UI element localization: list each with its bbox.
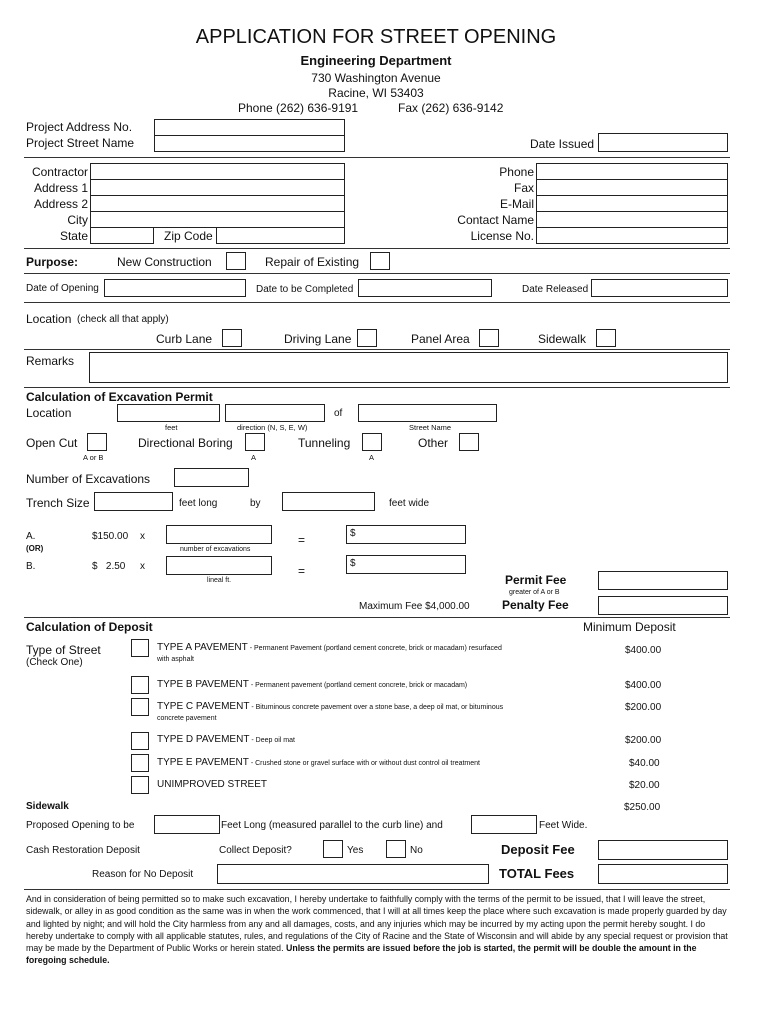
type-b-amount: $400.00 — [625, 680, 662, 691]
max-fee-label: Maximum Fee $4,000.00 — [359, 601, 470, 612]
date-issued-label: Date Issued — [530, 137, 595, 151]
street-name-caption: Street Name — [409, 423, 452, 432]
divider — [24, 617, 730, 618]
type-a-description-2: with asphalt — [157, 656, 194, 663]
email-input[interactable] — [536, 195, 728, 212]
phone-input[interactable] — [536, 163, 728, 180]
department-fax: Fax (262) 636-9142 — [398, 101, 504, 115]
project-address-no-label: Project Address No. — [26, 120, 133, 134]
row-b-amount: $ 2.50 — [92, 561, 126, 572]
curb-lane-checkbox[interactable] — [222, 329, 242, 347]
feet-long-label: feet long — [179, 498, 218, 509]
collect-no-label: No — [410, 845, 423, 856]
type-d-name: TYPE D PAVEMENT — [157, 734, 250, 745]
divider — [24, 889, 730, 890]
type-of-street-label: Type of Street — [26, 643, 101, 657]
cash-restoration-label: Cash Restoration Deposit — [26, 845, 140, 856]
row-a-amount: $150.00 — [92, 531, 129, 542]
repair-existing-checkbox[interactable] — [370, 252, 390, 270]
phone-label: Phone — [499, 165, 534, 179]
type-c-item — [157, 701, 503, 712]
by-label: by — [250, 498, 261, 509]
footer-text: And in consideration of being permitted so to make such excavation, I hereby undertake to faithfully comply with the terms of the permit to be issued, that I will leave the street, sidewalk, or alley in as good condition as the same was in when the work commenced, that I will at all times keep the place where such excavation is made properly guarded by day and lighted by night; and will hold the City harmless from any and all damages, costs, and any injuries which may be incurred by my acting upon the permit hereby sought. I do hereby undertake to comply with all applicable statutes, rules, and regulations of the City of Racine and the State of Wisconsin and will abide by any special request or provision that may be made by the Department of Public Works or herein stated. — [26, 894, 728, 954]
row-b-total-input[interactable] — [346, 555, 466, 574]
department-name: Engineering Department — [300, 53, 452, 68]
row-a-dollar: $ — [350, 528, 356, 539]
feet-wide-label: feet wide — [389, 498, 430, 509]
trench-length-input[interactable] — [94, 492, 173, 511]
other-label: Other — [418, 436, 449, 450]
city-input[interactable] — [90, 211, 345, 228]
type-c-description: - Bituminous concrete pavement over a stone base, a deep oil mat, or bituminous — [249, 704, 504, 711]
total-fees-input[interactable] — [598, 864, 728, 884]
row-a-total-input[interactable] — [346, 525, 466, 544]
penalty-fee-label: Penalty Fee — [502, 598, 569, 612]
other-checkbox[interactable] — [459, 433, 479, 451]
date-issued-input[interactable] — [598, 133, 728, 152]
location-direction-input[interactable] — [225, 404, 325, 422]
lineal-caption: lineal ft. — [207, 577, 232, 584]
fax-label: Fax — [513, 181, 534, 195]
type-a-amount: $400.00 — [625, 645, 662, 656]
remarks-input[interactable] — [89, 352, 728, 383]
type-b-checkbox[interactable] — [131, 676, 149, 694]
unimproved-amount: $20.00 — [629, 780, 660, 791]
row-b-times: x — [140, 561, 145, 572]
type-b-description: - Permanent pavement (portland cement concrete, brick or macadam) — [248, 682, 468, 689]
row-a-label: A. — [26, 531, 36, 542]
excavation-location-label: Location — [26, 406, 72, 420]
contact-name-label: Contact Name — [457, 213, 534, 227]
minimum-deposit-label: Minimum Deposit — [583, 620, 676, 634]
type-e-description: - Crushed stone or gravel surface with or without dust control oil treatment — [248, 760, 480, 767]
divider — [24, 157, 730, 158]
trench-width-input[interactable] — [282, 492, 375, 511]
type-a-description: - Permanent Pavement (portland cement concrete, brick or macadam) resurfaced — [247, 645, 502, 652]
project-address-no-input[interactable] — [154, 119, 345, 136]
total-fees-label: TOTAL Fees — [499, 866, 575, 881]
license-no-input[interactable] — [536, 227, 728, 244]
state-input[interactable] — [90, 227, 154, 244]
penalty-fee-input[interactable] — [598, 596, 728, 615]
tunneling-checkbox[interactable] — [362, 433, 382, 451]
location-label: Location — [26, 312, 72, 326]
directional-boring-checkbox[interactable] — [245, 433, 265, 451]
row-b-label: B. — [26, 561, 36, 572]
type-d-checkbox[interactable] — [131, 732, 149, 750]
divider — [24, 349, 730, 350]
boring-a-caption: A — [251, 453, 257, 462]
remarks-label: Remarks — [26, 354, 75, 368]
row-b-equals: = — [298, 564, 306, 578]
collect-yes-checkbox[interactable] — [323, 840, 343, 858]
feet-wide-measure-label: Feet Wide. — [539, 820, 588, 831]
driving-lane-label: Driving Lane — [284, 332, 352, 346]
type-d-item — [157, 734, 295, 745]
department-address-line2: Racine, WI 53403 — [328, 86, 424, 100]
or-label: (OR) — [26, 544, 44, 553]
trench-size-label: Trench Size — [26, 496, 90, 510]
permit-fee-input[interactable] — [598, 571, 728, 590]
repair-existing-label: Repair of Existing — [265, 255, 360, 269]
of-label: of — [334, 408, 343, 419]
number-of-excavations-label: Number of Excavations — [26, 472, 151, 486]
purpose-label: Purpose: — [26, 255, 79, 269]
sidewalk-location-checkbox[interactable] — [596, 329, 616, 347]
driving-lane-checkbox[interactable] — [357, 329, 377, 347]
address1-label: Address 1 — [33, 181, 88, 195]
unimproved-name: UNIMPROVED STREET — [157, 779, 268, 790]
city-label: City — [67, 213, 88, 227]
reason-no-deposit-input[interactable] — [217, 864, 489, 884]
divider — [24, 302, 730, 303]
row-b-dollar: $ — [350, 558, 356, 569]
type-e-name: TYPE E PAVEMENT — [157, 757, 249, 768]
divider — [24, 387, 730, 388]
row-a-excavations-input[interactable] — [166, 525, 272, 544]
direction-caption: direction (N, S, E, W) — [237, 423, 308, 432]
deposit-fee-label: Deposit Fee — [501, 842, 575, 857]
new-construction-label: New Construction — [117, 255, 212, 269]
type-d-description: - Deep oil mat — [249, 737, 295, 744]
deposit-heading: Calculation of Deposit — [26, 620, 153, 634]
check-one-label: (Check One) — [26, 657, 83, 668]
greater-caption: greater of A or B — [509, 589, 560, 596]
collect-yes-label: Yes — [347, 845, 364, 856]
permit-fee-label: Permit Fee — [505, 573, 567, 587]
footer-agreement — [26, 893, 728, 967]
date-of-opening-label: Date of Opening — [26, 283, 99, 294]
date-of-opening-input[interactable] — [104, 279, 246, 297]
divider — [24, 273, 730, 274]
type-a-checkbox[interactable] — [131, 639, 149, 657]
license-no-label: License No. — [470, 229, 534, 243]
fax-input[interactable] — [536, 179, 728, 196]
type-c-name: TYPE C PAVEMENT — [157, 701, 250, 712]
zip-code-label: Zip Code — [164, 229, 213, 243]
type-b-item — [157, 679, 467, 690]
row-a-times: x — [140, 531, 145, 542]
date-completed-label: Date to be Completed — [256, 284, 354, 295]
project-street-name-label: Project Street Name — [26, 136, 135, 150]
date-released-label: Date Released — [522, 284, 589, 295]
sidewalk-location-label: Sidewalk — [538, 332, 587, 346]
feet-long-measure-label: Feet Long (measured parallel to the curb line) and — [221, 820, 443, 831]
panel-area-checkbox[interactable] — [479, 329, 499, 347]
a-or-b-caption: A or B — [83, 453, 104, 462]
address2-input[interactable] — [90, 195, 345, 212]
address1-input[interactable] — [90, 179, 345, 196]
number-of-excavations-input[interactable] — [174, 468, 249, 487]
type-c-description-2: concrete pavement — [157, 715, 217, 722]
open-cut-label: Open Cut — [26, 436, 78, 450]
date-completed-input[interactable] — [358, 279, 492, 297]
state-label: State — [59, 229, 88, 243]
project-street-name-input[interactable] — [154, 135, 345, 152]
footer-bold-notice: Unless the permits are issued before the job is started, the permit will be double the amount in the foregoing schedule. — [26, 943, 697, 966]
num-excavations-caption: number of excavations — [180, 546, 251, 553]
open-cut-checkbox[interactable] — [87, 433, 107, 451]
date-released-input[interactable] — [591, 279, 728, 297]
type-c-amount: $200.00 — [625, 702, 662, 713]
excavation-heading: Calculation of Excavation Permit — [26, 390, 213, 404]
new-construction-checkbox[interactable] — [226, 252, 246, 270]
type-b-name: TYPE B PAVEMENT — [157, 679, 249, 690]
collect-deposit-label: Collect Deposit? — [219, 845, 292, 856]
type-c-checkbox[interactable] — [131, 698, 149, 716]
sidewalk-label: Sidewalk — [26, 801, 69, 812]
curb-lane-label: Curb Lane — [156, 332, 213, 346]
contractor-label: Contractor — [31, 165, 88, 179]
reason-no-deposit-label: Reason for No Deposit — [92, 869, 194, 880]
department-address-line1: 730 Washington Avenue — [311, 71, 441, 85]
collect-no-checkbox[interactable] — [386, 840, 406, 858]
type-a-name: TYPE A PAVEMENT — [157, 642, 248, 653]
opening-width-input[interactable] — [471, 815, 537, 834]
type-e-amount: $40.00 — [629, 758, 660, 769]
page-title: APPLICATION FOR STREET OPENING — [195, 26, 557, 48]
email-label: E-Mail — [499, 197, 534, 211]
unimproved-checkbox[interactable] — [131, 776, 149, 794]
row-a-equals: = — [298, 533, 306, 547]
contact-name-input[interactable] — [536, 211, 728, 228]
department-phone: Phone (262) 636-9191 — [238, 101, 359, 115]
contractor-input[interactable] — [90, 163, 345, 180]
sidewalk-amount: $250.00 — [624, 802, 661, 813]
tunneling-a-caption: A — [369, 453, 375, 462]
zip-code-input[interactable] — [216, 227, 345, 244]
proposed-opening-label: Proposed Opening to be — [26, 820, 135, 831]
row-b-lineal-input[interactable] — [166, 556, 272, 575]
type-a-item — [157, 642, 502, 653]
location-feet-input[interactable] — [117, 404, 220, 422]
location-street-input[interactable] — [358, 404, 497, 422]
type-e-item — [157, 757, 480, 768]
opening-length-input[interactable] — [154, 815, 220, 834]
deposit-fee-input[interactable] — [598, 840, 728, 860]
location-note: (check all that apply) — [77, 314, 169, 325]
type-d-amount: $200.00 — [625, 735, 662, 746]
directional-boring-label: Directional Boring — [138, 436, 233, 450]
address2-label: Address 2 — [33, 197, 88, 211]
feet-caption: feet — [165, 423, 178, 432]
tunneling-label: Tunneling — [298, 436, 351, 450]
panel-area-label: Panel Area — [411, 332, 470, 346]
type-e-checkbox[interactable] — [131, 754, 149, 772]
divider — [24, 248, 730, 249]
